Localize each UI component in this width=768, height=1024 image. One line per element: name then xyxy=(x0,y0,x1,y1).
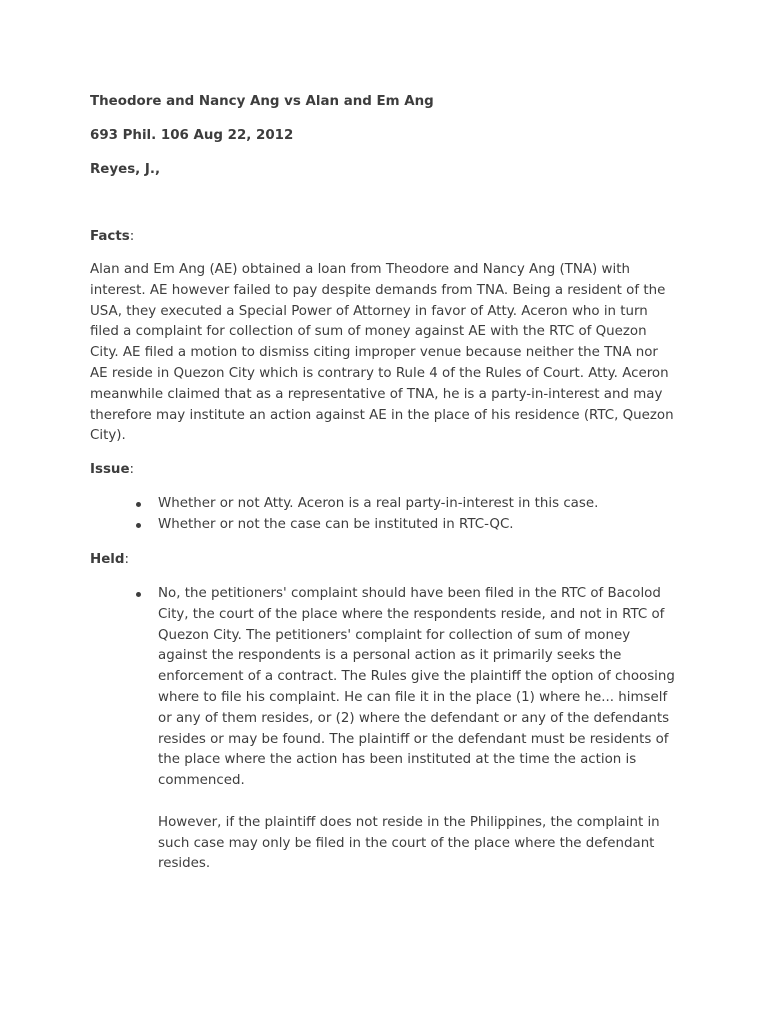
case-title: Theodore and Nancy Ang vs Alan and Em Ang xyxy=(90,94,434,109)
case-ponente: Reyes, J., xyxy=(90,162,161,177)
case-citation: 693 Phil. 106 Aug 22, 2012 xyxy=(90,128,294,143)
held-heading: Held xyxy=(90,552,125,567)
issue-heading-line: Issue: xyxy=(90,462,135,477)
bullet-icon xyxy=(136,502,141,507)
issue-item: Whether or not Atty. Aceron is a real party-in-interest in this case. xyxy=(0,494,678,515)
held-item xyxy=(0,584,678,875)
held-paragraph-1: No, the petitioners' complaint should have been filed in the RTC of Bacolod City, the court of the place where the respondents reside, and not in RTC of Quezon City. The petitioners' complaint for collection of sum of money against the respondents is a personal action as it primarily seeks the enforcement of a contract. The Rules give the plaintiff the option of choosing where to file his complaint. He can file it in the place (1) where he... himself or any of them resides, or (2) where the defendant or any of the defendants resides or may be found. The plaintiff or the defendant must be residents of the place where the action has been instituted at the time the action is commenced. xyxy=(158,586,675,789)
issue-heading: Issue xyxy=(90,462,130,477)
facts-heading: Facts xyxy=(90,229,130,244)
held-paragraph-2: However, if the plaintiff does not reside in the Philippines, the complaint in such case may only be filed in the court of the place where the defendant resides. xyxy=(158,814,660,872)
held-list xyxy=(0,584,678,875)
issue-item: Whether or not the case can be instituted in RTC-QC. xyxy=(0,515,678,536)
facts-heading-line: Facts: xyxy=(90,229,135,244)
held-heading-line: Held: xyxy=(90,552,129,567)
issue-list xyxy=(0,494,678,536)
bullet-icon xyxy=(136,523,141,528)
bullet-icon xyxy=(136,592,141,597)
facts-body: Alan and Em Ang (AE) obtained a loan from Theodore and Nancy Ang (TNA) with interest. AE however failed to pay despite demands from TNA. Being a resident of the USA, they executed a Special Power of Attorney in favor of Atty. Aceron who in turn filed a complaint for collection of sum of money against AE with the RTC of Quezon City. AE filed a motion to dismiss citing improper venue because neither the TNA nor AE reside in Quezon City which is contrary to Rule 4 of the Rules of Court. Atty. Aceron meanwhile claimed that as a representative of TNA, he is a party-in-interest and may therefore may institute an action against AE in the place of his residence (RTC, Quezon City). xyxy=(90,262,674,444)
